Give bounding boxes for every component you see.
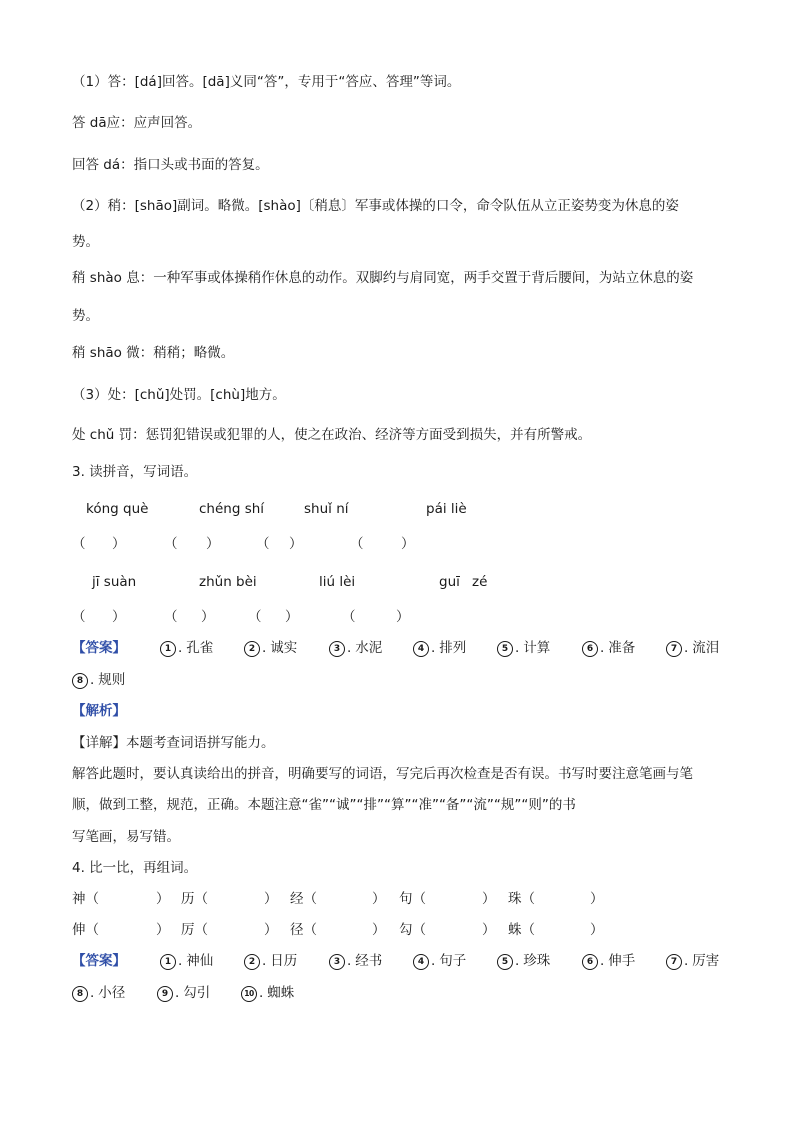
q4-answer-3 <box>329 952 382 970</box>
paren: （ <box>85 922 99 938</box>
answer-text: 神仙 <box>186 953 214 969</box>
q3-pinyin-2: chéng shí <box>199 501 265 517</box>
dot: . <box>90 985 95 1001</box>
para-da-1: （1）答：[dá]回答。[dā]义同“答”，专用于“答应、答理”等词。 <box>72 74 461 90</box>
q3-blank-1-close: ） <box>112 536 126 552</box>
circled-number: 7 <box>666 954 682 970</box>
char: 历 <box>181 891 195 907</box>
circled-number: 6 <box>582 954 598 970</box>
q4-row1-close-3: ） <box>372 891 386 907</box>
answer-text: 孔雀 <box>186 640 214 656</box>
para-chu-1: （3）处：[chǔ]处罚。[chù]地方。 <box>72 387 286 403</box>
circled-number: 5 <box>497 954 513 970</box>
paren: （ <box>85 891 99 907</box>
q4-row2-close-3: ） <box>372 922 386 938</box>
dot: . <box>684 953 689 969</box>
answer-text: 厉害 <box>692 953 720 969</box>
answer-text: 句子 <box>439 953 467 969</box>
answer-text: 勾引 <box>183 985 211 1001</box>
dot: . <box>347 640 352 656</box>
q3-answer-5 <box>497 639 550 657</box>
q4-row2-char-5 <box>508 921 535 939</box>
circled-number: 1 <box>160 641 176 657</box>
q4-row1-close-2: ） <box>264 891 278 907</box>
answer-text: 蜘蛛 <box>267 985 295 1001</box>
q3-blank-8-close: ） <box>396 609 410 625</box>
q3-blank-3-open: （ <box>256 536 270 552</box>
dot: . <box>600 640 605 656</box>
q3-blank-2-close: ） <box>206 536 220 552</box>
q3-blank-8-open: （ <box>342 609 356 625</box>
detail-text: 本题考查词语拼写能力。 <box>126 735 275 751</box>
char: 勾 <box>399 922 413 938</box>
q4-answer-2 <box>244 952 297 970</box>
answer-text: 水泥 <box>355 640 383 656</box>
q4-answer-6 <box>582 952 635 970</box>
dot: . <box>178 640 183 656</box>
q3-blank-5-close: ） <box>112 609 126 625</box>
q3-answer-8 <box>72 671 125 689</box>
para-shao-1b: 势。 <box>72 234 99 250</box>
q3-pinyin-8b: zé <box>472 574 488 590</box>
dot: . <box>262 953 267 969</box>
dot: . <box>684 640 689 656</box>
paren: （ <box>303 891 317 907</box>
circled-number: 3 <box>329 641 345 657</box>
q3-analysis-label: 【解析】 <box>72 703 126 719</box>
q4-row1-close-1: ） <box>156 891 170 907</box>
q3-pinyin-1: kóng què <box>86 501 149 517</box>
char: 句 <box>399 891 413 907</box>
dot: . <box>262 640 267 656</box>
q4-title: 4. 比一比，再组词。 <box>72 860 198 876</box>
dot: . <box>431 953 436 969</box>
dot: . <box>515 953 520 969</box>
dot: . <box>90 672 95 688</box>
q4-row2-char-2 <box>181 921 208 939</box>
q3-answer-3 <box>329 639 382 657</box>
answer-text: 伸手 <box>608 953 636 969</box>
q3-blank-5-open: （ <box>72 609 86 625</box>
q4-row2-char-4 <box>399 921 426 939</box>
q4-row2-close-1: ） <box>156 922 170 938</box>
q3-pinyin-4: pái liè <box>426 501 467 517</box>
para-shao-2a: 稍 shào 息：一种军事或体操稍作休息的动作。双脚约与肩同宽，两手交置于背后腰间，为站立休息的姿 <box>72 270 694 286</box>
circled-number: 5 <box>497 641 513 657</box>
q4-answer-7 <box>666 952 719 970</box>
q4-answer-9 <box>157 984 210 1002</box>
paren: （ <box>521 891 535 907</box>
q3-answer-label: 【答案】 <box>72 640 126 656</box>
q3-pinyin-8a: guī <box>439 574 460 590</box>
q4-row2-char-1 <box>72 921 99 939</box>
answer-text: 计算 <box>523 640 551 656</box>
q3-answer-4 <box>413 639 466 657</box>
q4-row1-close-4: ） <box>482 891 496 907</box>
q3-explain-c: 写笔画，易写错。 <box>72 829 180 845</box>
dot: . <box>431 640 436 656</box>
para-da-3: 回答 dá：指口头或书面的答复。 <box>72 157 269 173</box>
circled-number: 3 <box>329 954 345 970</box>
answer-text: 诚实 <box>270 640 298 656</box>
dot: . <box>347 953 352 969</box>
answer-text: 日历 <box>270 953 298 969</box>
q4-answer-10 <box>241 984 294 1002</box>
answer-text: 排列 <box>439 640 467 656</box>
dot: . <box>259 985 264 1001</box>
paren: （ <box>521 922 535 938</box>
circled-number: 4 <box>413 641 429 657</box>
q3-answer-2 <box>244 639 297 657</box>
q3-explain-b: 顺，做到工整，规范，正确。本题注意“雀”“诚”“排”“算”“准”“备”“流”“规”“则”的书 <box>72 797 576 813</box>
answer-text: 规则 <box>98 672 126 688</box>
char: 伸 <box>72 922 86 938</box>
char: 蛛 <box>508 922 522 938</box>
q4-answer-4 <box>413 952 466 970</box>
char: 径 <box>290 922 304 938</box>
dot: . <box>175 985 180 1001</box>
char: 珠 <box>508 891 522 907</box>
q4-row1-char-3 <box>290 890 317 908</box>
q3-blank-6-open: （ <box>164 609 178 625</box>
para-shao-3: 稍 shāo 微：稍稍；略微。 <box>72 345 235 361</box>
q4-row1-char-4 <box>399 890 426 908</box>
q3-pinyin-6: zhǔn bèi <box>199 574 257 590</box>
q3-title: 3. 读拼音，写词语。 <box>72 464 198 480</box>
answer-text: 经书 <box>355 953 383 969</box>
q3-detail <box>72 734 275 752</box>
char: 厉 <box>181 922 195 938</box>
circled-number: 10 <box>241 986 257 1002</box>
q4-row1-char-2 <box>181 890 208 908</box>
q3-blank-4-open: （ <box>350 536 364 552</box>
circled-number: 1 <box>160 954 176 970</box>
q3-pinyin-7: liú lèi <box>319 574 356 590</box>
paren: （ <box>412 922 426 938</box>
q4-row2-close-2: ） <box>264 922 278 938</box>
answer-text: 流泪 <box>692 640 720 656</box>
q4-answer-5 <box>497 952 550 970</box>
circled-number: 8 <box>72 673 88 689</box>
q4-row2-close-5: ） <box>590 922 604 938</box>
q3-answer-7 <box>666 639 719 657</box>
q3-pinyin-3: shuǐ ní <box>304 501 349 517</box>
q3-blank-7-close: ） <box>285 609 299 625</box>
circled-number: 9 <box>157 986 173 1002</box>
q3-blank-4-close: ） <box>401 536 415 552</box>
q3-blank-1-open: （ <box>72 536 86 552</box>
q3-blank-6-close: ） <box>201 609 215 625</box>
q3-blank-2-open: （ <box>164 536 178 552</box>
q3-blank-3-close: ） <box>289 536 303 552</box>
answer-text: 珍珠 <box>523 953 551 969</box>
paren: （ <box>303 922 317 938</box>
q3-answer-1 <box>160 639 213 657</box>
q3-answer-6 <box>582 639 635 657</box>
q4-row2-close-4: ） <box>482 922 496 938</box>
detail-label: 【详解】 <box>72 735 126 751</box>
para-da-2: 答 dā应：应声回答。 <box>72 115 202 131</box>
q4-row1-char-1 <box>72 890 99 908</box>
q3-explain-a: 解答此题时，要认真读给出的拼音，明确要写的词语，写完后再次检查是否有误。书写时要注意笔画与笔 <box>72 766 693 782</box>
para-shao-1a: （2）稍：[shāo]副词。略微。[shào]〔稍息〕军事或体操的口令，命令队伍从立正姿势变为休息的姿 <box>72 198 679 214</box>
q4-row1-close-5: ） <box>590 891 604 907</box>
paren: （ <box>194 891 208 907</box>
q3-pinyin-5: jī suàn <box>92 574 137 590</box>
dot: . <box>515 640 520 656</box>
paren: （ <box>194 922 208 938</box>
circled-number: 2 <box>244 954 260 970</box>
q3-blank-7-open: （ <box>248 609 262 625</box>
paren: （ <box>412 891 426 907</box>
para-chu-2: 处 chǔ 罚：惩罚犯错误或犯罪的人，使之在政治、经济等方面受到损失，并有所警戒。 <box>72 427 592 443</box>
circled-number: 7 <box>666 641 682 657</box>
answer-text: 准备 <box>608 640 636 656</box>
circled-number: 8 <box>72 986 88 1002</box>
q4-answer-8 <box>72 984 125 1002</box>
circled-number: 4 <box>413 954 429 970</box>
q4-row1-char-5 <box>508 890 535 908</box>
circled-number: 6 <box>582 641 598 657</box>
char: 神 <box>72 891 86 907</box>
dot: . <box>178 953 183 969</box>
char: 经 <box>290 891 304 907</box>
q4-row2-char-3 <box>290 921 317 939</box>
q4-answer-1 <box>160 952 213 970</box>
circled-number: 2 <box>244 641 260 657</box>
para-shao-2b: 势。 <box>72 308 99 324</box>
q4-answer-label: 【答案】 <box>72 953 126 969</box>
answer-text: 小径 <box>98 985 126 1001</box>
dot: . <box>600 953 605 969</box>
